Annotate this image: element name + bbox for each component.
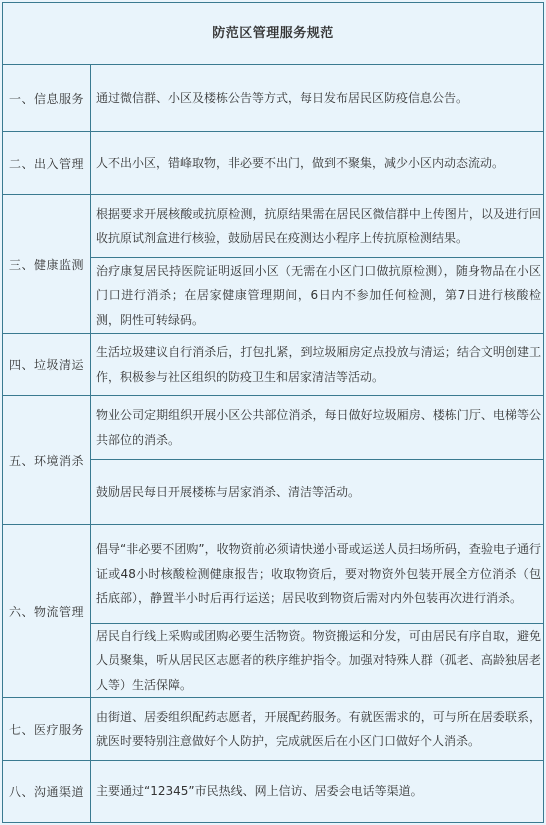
description-text: 主要通过“12345”市民热线、网上信访、居委会电话等渠道。: [96, 784, 423, 799]
description-text: 治疗康复居民持医院证明返回小区（无需在小区门口做抗原检测），随身物品在小区门口进行消杀；在居家健康管理期间，6日内不参加任何检测，第7日进行核酸检测，阴性可转绿码。: [96, 263, 541, 327]
description-cell: [91, 132, 543, 194]
description-cell: [91, 459, 543, 524]
description-cell: [91, 623, 543, 697]
description-cell: [91, 257, 543, 333]
row-garbage-removal: [3, 333, 543, 395]
description-column: [91, 698, 543, 760]
row-health-monitoring: [3, 194, 543, 333]
description-text: 由街道、居委组织配药志愿者，开展配药服务。有就医需求的，可与所在居委联系，就医时要特别注意做好个人防护，完成就医后在小区门口做好个人消杀。: [96, 709, 541, 748]
description-cell: [91, 525, 543, 623]
description-text: 根据要求开展核酸或抗原检测，抗原结果需在居民区微信群中上传图片，以及进行回收抗原试剂盒进行核验，鼓励居民在疫测达小程序上传抗原检测结果。: [96, 206, 541, 245]
description-cell: [91, 65, 543, 131]
row-communication-channels: [3, 760, 543, 822]
description-column: [91, 761, 543, 822]
category-label: 三、健康监测: [3, 195, 91, 333]
description-cell: [91, 334, 543, 395]
description-text: 鼓励居民每日开展楼栋与居家消杀、清洁等活动。: [96, 484, 361, 499]
description-text: 物业公司定期组织开展小区公共部位消杀，每日做好垃圾厢房、楼栋门厅、电梯等公共部位的消杀。: [96, 408, 541, 447]
description-text: 倡导“非必要不团购”，收物资前必须请快递小哥或运送人员扫场所码，查验电子通行证或48小时核酸检测健康报告；收取物资后，要对物资外包装开展全方位消杀（包括底部），静置半小时后再行运送；居民收到物资后需对内外包装再次进行消杀。: [96, 542, 541, 606]
description-text: 居民自行线上采购或团购必要生活物资。物资搬运和分发，可由居民有序自取，避免人员聚集，听从居民区志愿者的秩序维护指令。加强对特殊人群（孤老、高龄独居老人等）生活保障。: [96, 628, 541, 692]
description-column: [91, 334, 543, 395]
category-label: 五、环境消杀: [3, 396, 91, 524]
description-column: [91, 525, 543, 697]
category-label: 八、沟通渠道: [3, 761, 91, 822]
description-text: 生活垃圾建议自行消杀后，打包扎紧，到垃圾厢房定点投放与清运；结合文明创建工作，积极参与社区组织的防疫卫生和居家清洁等活动。: [96, 345, 541, 384]
description-cell: [91, 761, 543, 822]
category-label: 二、出入管理: [3, 132, 91, 194]
category-label: 一、信息服务: [3, 65, 91, 131]
description-cell: [91, 698, 543, 760]
row-info-service: [3, 64, 543, 131]
description-cell: [91, 396, 543, 459]
description-column: [91, 65, 543, 131]
description-column: [91, 195, 543, 333]
row-logistics-management: [3, 524, 543, 697]
description-text: 人不出小区，错峰取物，非必要不出门，做到不聚集，减少小区内动态流动。: [96, 155, 505, 170]
description-text: 通过微信群、小区及楼栋公告等方式，每日发布居民区防疫信息公告。: [96, 90, 469, 105]
description-cell: [91, 195, 543, 257]
row-access-control: [3, 131, 543, 194]
category-label: 七、医疗服务: [3, 698, 91, 760]
category-label: 四、垃圾清运: [3, 334, 91, 395]
service-standards-table: [2, 2, 544, 823]
row-medical-service: [3, 697, 543, 760]
row-environment-disinfection: [3, 395, 543, 524]
category-label: 六、物流管理: [3, 525, 91, 697]
description-column: [91, 396, 543, 524]
document-title: 防范区管理服务规范: [212, 26, 334, 41]
description-column: [91, 132, 543, 194]
